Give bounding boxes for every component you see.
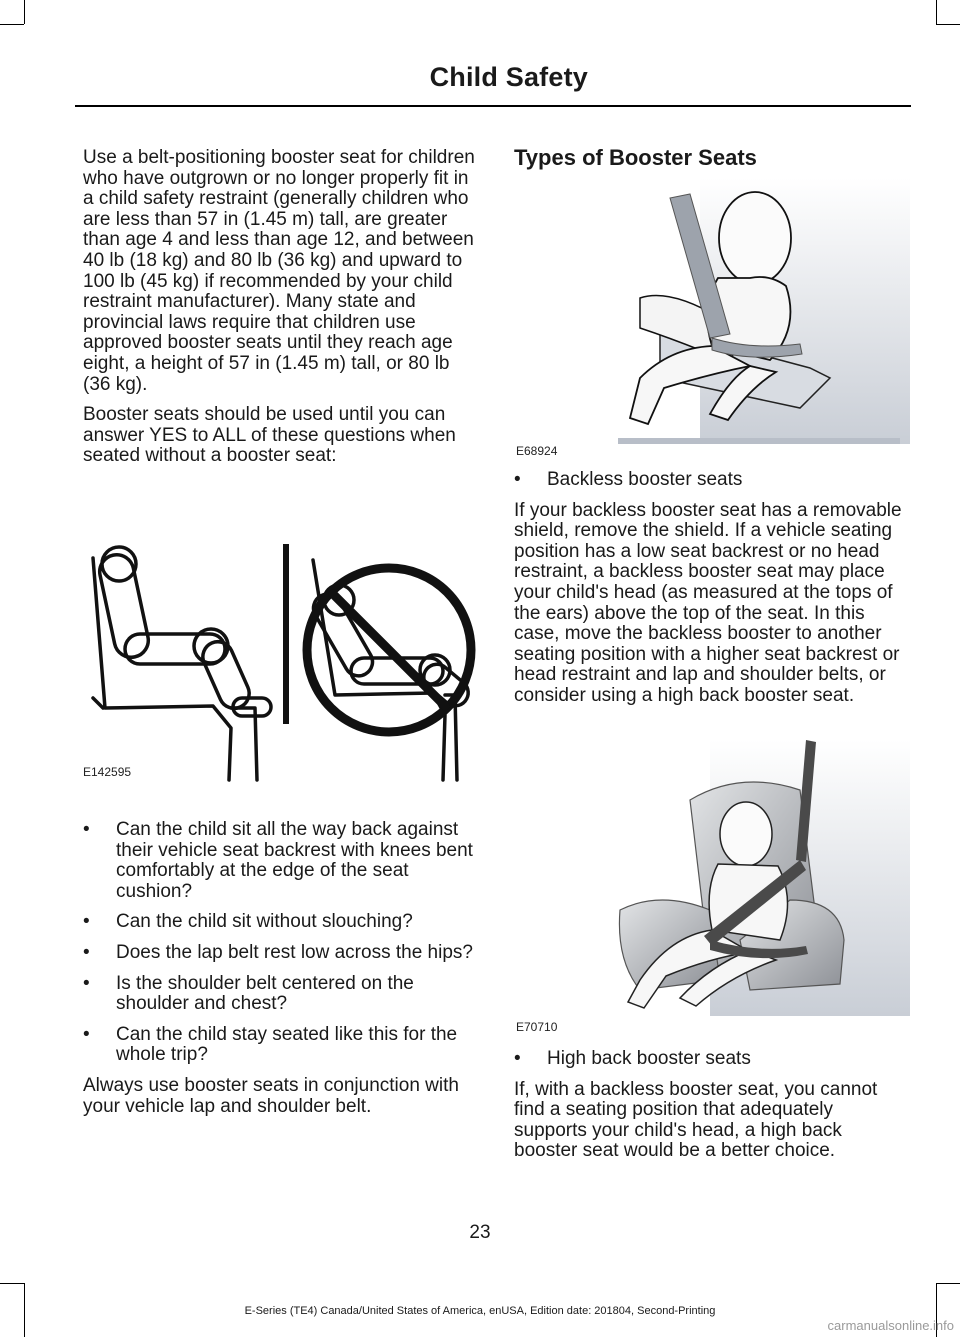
page-title: Child Safety — [429, 62, 588, 92]
comparison-divider — [283, 544, 289, 724]
backless-block — [514, 470, 910, 717]
questions-block — [83, 820, 478, 1127]
booster-type-list — [514, 1049, 910, 1070]
seated-child-figure — [83, 530, 478, 792]
section-title: Types of Booster Seats — [514, 145, 757, 170]
crop-mark — [936, 1283, 960, 1284]
crop-mark — [0, 24, 24, 25]
question-item: • Can the child stay seated like this for the whole trip? — [83, 1025, 478, 1066]
page-number: 23 — [469, 1222, 491, 1243]
intro-paragraph: Use a belt-positioning booster seat for children who have outgrown or no longer properly fit in a child safety restraint (generally children who are less than 57 in (1.45 m) tall, are greater than age 4 and less than age 12, and between 40 lb (18 kg) and 80 lb (36 kg) and upward to 100 lb (45 kg) if recommended by your child restraint manufacturer). Many state and provincial laws require that children use approved booster seats until they reach age eight, a height of 57 in (1.45 m) tall, or 80 lb (36 kg). — [83, 147, 475, 395]
high-back-booster-figure — [600, 740, 910, 1020]
crop-mark — [936, 0, 937, 24]
closing-paragraph: Always use booster seats in conjunction with your vehicle lap and shoulder belt. — [83, 1074, 459, 1117]
crop-mark — [936, 24, 960, 25]
highback-paragraph: If, with a backless booster seat, you cannot find a seating position that adequately supports your child's head, a high back booster seat would be a better choice. — [514, 1078, 878, 1162]
footer-edition: E-Series (TE4) Canada/United States of America, enUSA, Edition date: 201804, Second-Printing — [244, 1305, 716, 1317]
crop-mark — [0, 1283, 24, 1284]
figure-code: E68924 — [516, 444, 558, 458]
booster-type-list — [514, 470, 910, 491]
question-item: • Can the child sit without slouching? — [83, 912, 478, 933]
backless-booster-child-icon — [618, 178, 910, 444]
highback-block — [514, 1049, 910, 1172]
question-list — [83, 820, 478, 1066]
prohibited-slouch-icon — [307, 560, 474, 780]
figure-code: E70710 — [516, 1020, 558, 1034]
backless-paragraph: If your backless booster seat has a removable shield, remove the shield. If a vehicle seating position has a low seat backrest or no head restraint, a backless booster seat may place your child's head (as measured at the tops of the ears) above the top of the seat. In this case, move the backless booster to another seating position with a higher seat backrest or head restraint and lap and shoulder belts, or consider using a high back booster seat. — [514, 499, 902, 706]
figure-code: E142595 — [83, 765, 132, 779]
high-back-booster-child-icon — [619, 740, 910, 1016]
header-divider — [75, 105, 911, 107]
crop-mark — [24, 0, 25, 24]
question-item: • Does the lap belt rest low across the hips? — [83, 943, 478, 964]
booster-type-item: • High back booster seats — [514, 1049, 910, 1070]
question-item: • Is the shoulder belt centered on the shoulder and chest? — [83, 974, 478, 1015]
left-column — [83, 148, 478, 477]
backless-booster-figure — [600, 178, 910, 448]
seated-child-correct-icon — [93, 547, 271, 780]
right-column-top — [514, 145, 910, 170]
watermark: carmanualsonline.info — [827, 1318, 954, 1333]
booster-type-item: • Backless booster seats — [514, 470, 910, 491]
question-item: • Can the child sit all the way back against their vehicle seat backrest with knees bent comfortably at the edge of the seat cushion? — [83, 820, 478, 902]
question-intro-paragraph: Booster seats should be used until you can answer YES to ALL of these questions when seated without a booster seat: — [83, 404, 456, 467]
